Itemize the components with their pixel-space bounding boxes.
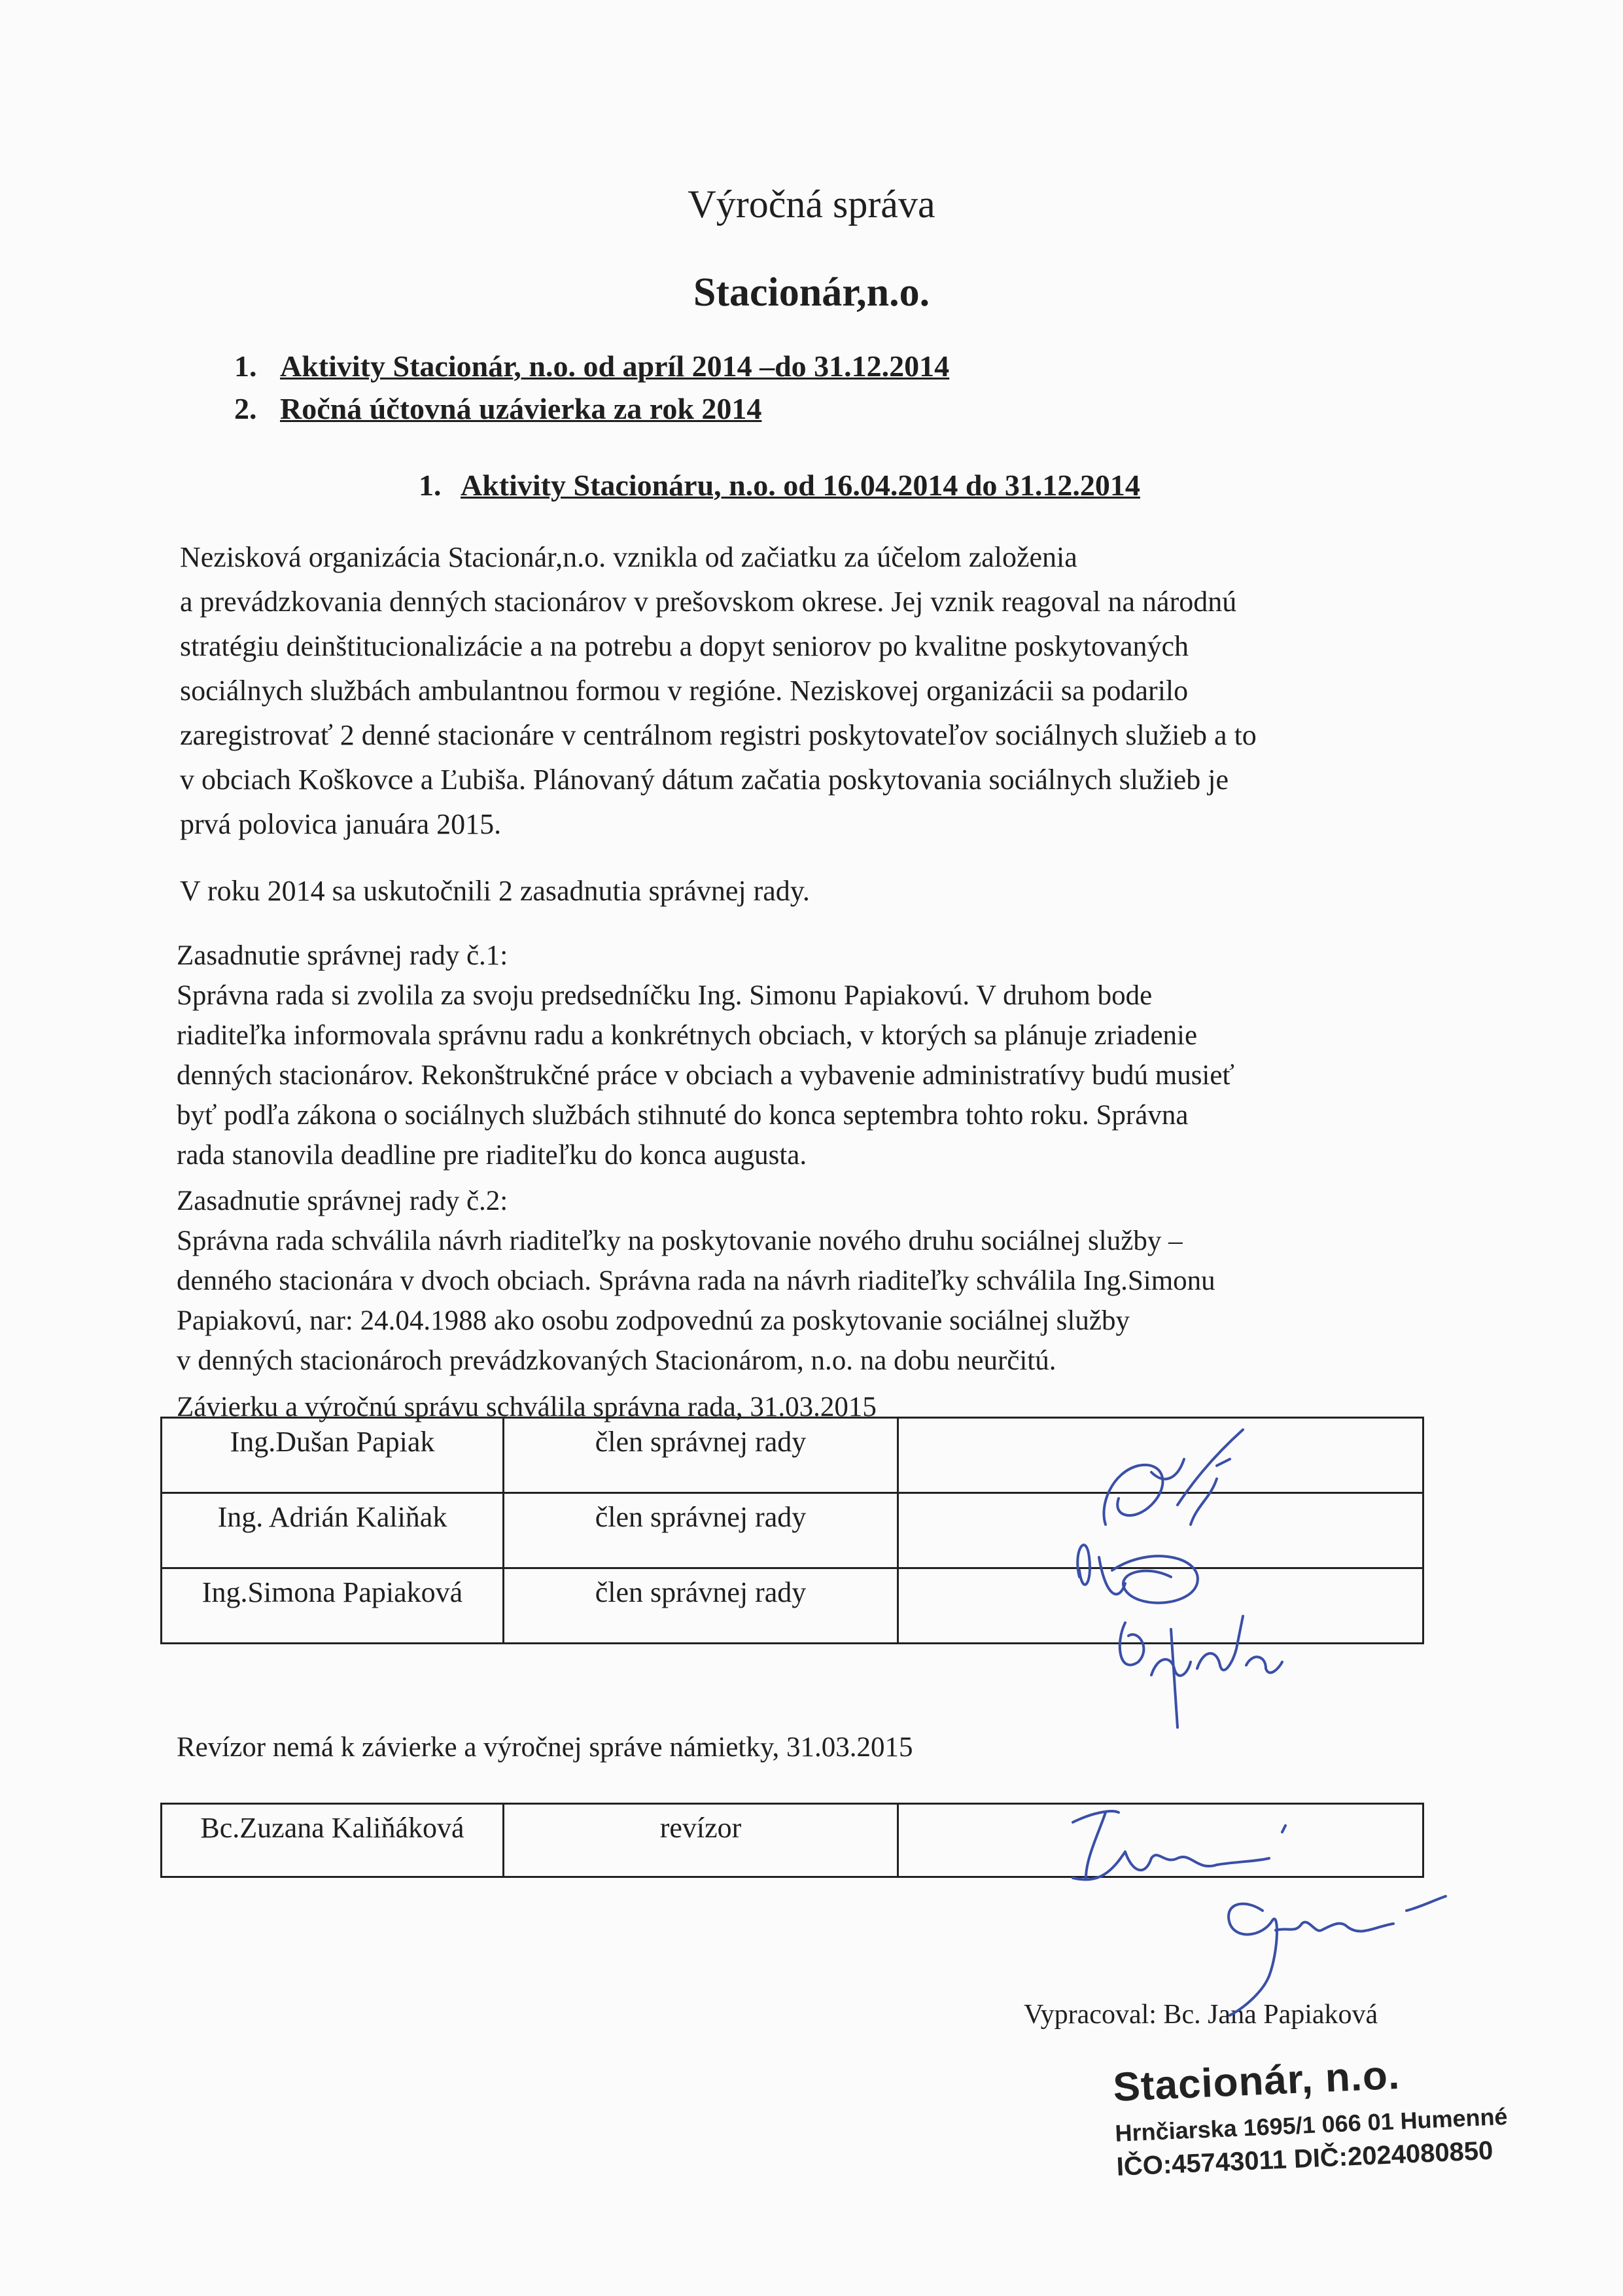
meeting2-line: denného stacionára v dvoch obciach. Správna rada na návrh riaditeľky schválila Ing.Simonu (177, 1265, 1215, 1296)
auditor-line: Revízor nemá k závierke a výročnej správe námietky, 31.03.2015 (177, 1732, 913, 1763)
toc-text: Ročná účtovná uzávierka za rok 2014 (280, 392, 762, 425)
intro-line: sociálnych službách ambulantnou formou v regióne. Neziskovej organizácii sa podarilo (180, 675, 1189, 707)
auditor-name: Bc.Zuzana Kaliňáková (162, 1804, 504, 1877)
approval-line: Závierku a výročnú správu schválila správna rada, 31.03.2015 (177, 1392, 877, 1422)
meeting2-line: v denných stacionároch prevádzkovaných Stacionárom, n.o. na dobu neurčitú. (177, 1345, 1056, 1376)
section-number: 1. (419, 468, 442, 502)
section-title: Aktivity Stacionáru, n.o. od 16.04.2014 do 31.12.2014 (461, 468, 1140, 502)
toc-number: 2. (234, 392, 257, 425)
intro-line: Nezisková organizácia Stacionár,n.o. vznikla od začiatku za účelom založenia (180, 541, 1077, 573)
meeting1-line: Správna rada si zvolila za svoju predsedníčku Ing. Simonu Papiakovú. V druhom bode (177, 980, 1153, 1011)
toc-number: 1. (234, 349, 257, 383)
intro-line: stratégiu deinštitucionalizácie a na potrebu a dopyt seniorov po kvalitne poskytovaných (180, 630, 1189, 662)
member-role: člen správnej rady (504, 1418, 898, 1493)
intro-line: prvá polovica januára 2015. (180, 808, 502, 840)
signature-kalinak (1077, 1545, 1198, 1603)
intro-line: v obciach Koškovce a Ľubiša. Plánovaný dátum začatia poskytovania sociálnych služieb je (180, 764, 1229, 796)
meeting2-line: Papiakovú, nar: 24.04.1988 ako osobu zodpovednú za poskytovanie sociálnej služby (177, 1305, 1130, 1336)
organization-stamp (1112, 2047, 1510, 2182)
page-title: Výročná správa (688, 183, 935, 226)
member-name: Ing.Simona Papiaková (162, 1568, 504, 1644)
stamp-ids: IČO:45743011 DIČ:2024080850 (1115, 2136, 1494, 2181)
stamp-org-name: Stacionár, n.o. (1112, 2052, 1401, 2110)
meeting1-heading: Zasadnutie správnej rady č.1: (177, 940, 508, 971)
meeting1-line: byť podľa zákona o sociálnych službách stihnuté do konca septembra tohto roku. Správna (177, 1100, 1189, 1131)
toc-text: Aktivity Stacionár, n.o. od apríl 2014 –do 31.12.2014 (280, 349, 950, 383)
member-name: Ing.Dušan Papiak (162, 1418, 504, 1493)
signature-kalinakova (1073, 1811, 1285, 1879)
member-role: člen správnej rady (504, 1493, 898, 1568)
meeting1-line: riaditeľka informovala správnu radu a konkrétnych obciach, v ktorých sa plánuje zriadenie (177, 1020, 1198, 1051)
intro-line: zaregistrovať 2 denné stacionáre v centrálnom registri poskytovateľov sociálnych služieb a to (180, 719, 1257, 751)
signature-papiakova (1120, 1616, 1282, 1727)
auditor-role: revízor (504, 1804, 898, 1877)
signature-jana-papiakova (1229, 1896, 1446, 2015)
meeting1-line: denných stacionárov. Rekonštrukčné práce v obciach a vybavenie administratívy budú musieť (177, 1060, 1234, 1091)
member-name: Ing. Adrián Kaliňak (162, 1493, 504, 1568)
meetings-count: V roku 2014 sa uskutočnili 2 zasadnutia správnej rady. (180, 875, 810, 907)
member-role: člen správnej rady (504, 1568, 898, 1644)
organization-subtitle: Stacionár,n.o. (693, 270, 930, 315)
signature-papiak (1104, 1430, 1243, 1525)
meeting1-line: rada stanovila deadline pre riaditeľku do konca augusta. (177, 1140, 807, 1171)
meeting2-heading: Zasadnutie správnej rady č.2: (177, 1186, 508, 1216)
intro-line: a prevádzkovania denných stacionárov v prešovskom okrese. Jej vznik reagoval na národnú (180, 586, 1237, 618)
stamp-address: Hrnčiarska 1695/1 066 01 Humenné (1114, 2102, 1509, 2147)
prepared-by: Vypracoval: Bc. Jana Papiaková (1024, 2000, 1378, 2030)
meeting2-line: Správna rada schválila návrh riaditeľky na poskytovanie nového druhu sociálnej služby – (177, 1226, 1183, 1256)
